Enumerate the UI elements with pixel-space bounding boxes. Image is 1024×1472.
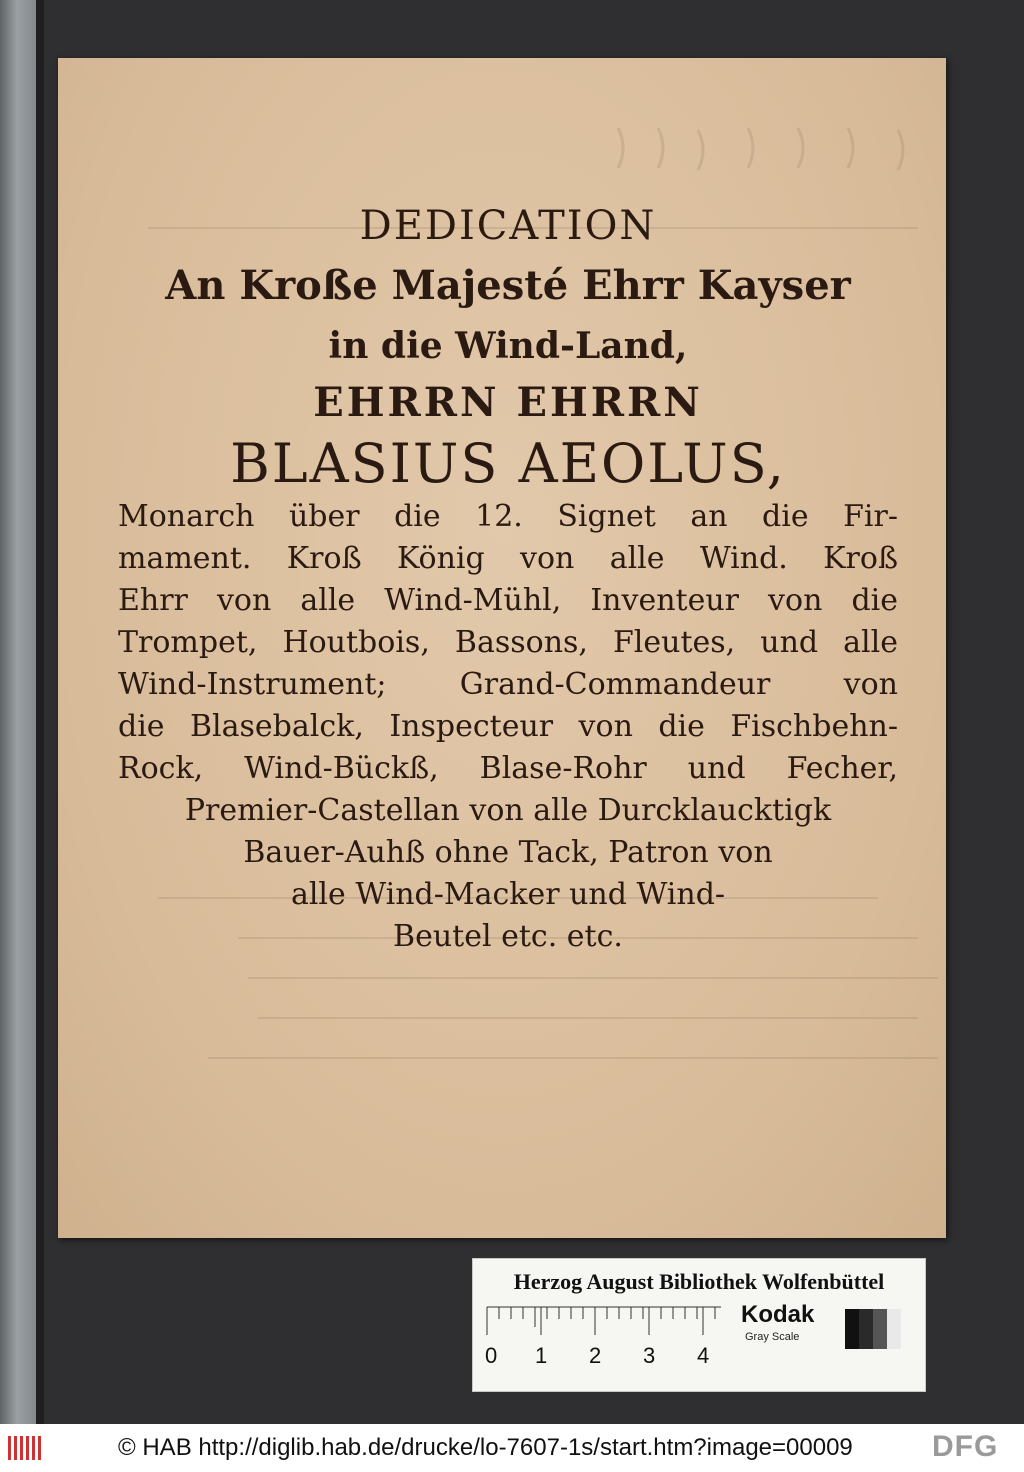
heading-line-3: in die Wind-Land, — [328, 325, 688, 367]
ruler-number: 2 — [589, 1343, 602, 1368]
footer-bar — [0, 1424, 1024, 1472]
body-line: Ehrr von alle Wind-Mühl, Inventeur von die — [118, 583, 898, 618]
measurement-ruler — [485, 1305, 735, 1375]
heading-name: BLASIUS AEOLUS, — [230, 432, 786, 495]
kodak-brand: Kodak — [741, 1301, 815, 1328]
heading-line-2: An Kroße Majesté Ehrr Kayser — [165, 262, 851, 309]
heading-dedication: DEDICATION — [359, 203, 657, 249]
hab-logo-icon — [8, 1432, 48, 1464]
body-line: Wind-Instrument; Grand-Commandeur von — [118, 667, 898, 702]
ruler-number: 4 — [697, 1343, 710, 1368]
body-line: Rock, Wind-Bückß, Blase-Rohr und Fecher, — [118, 751, 898, 786]
ruler-number: 3 — [643, 1343, 656, 1368]
dedication-text — [118, 198, 898, 958]
ruler-number: 1 — [535, 1343, 548, 1368]
body-line: die Blasebalck, Inspecteur von die Fischbehn- — [118, 709, 898, 744]
heading-line-4: EHRRN EHRRN — [313, 379, 703, 426]
body-line: Trompet, Houtbois, Bassons, Fleutes, und alle — [118, 625, 898, 660]
library-label — [472, 1258, 926, 1392]
document-page — [58, 58, 946, 1238]
gray-scale-label: Gray Scale — [745, 1331, 800, 1343]
dfg-logo: DFG — [932, 1430, 999, 1463]
citation-link[interactable]: © HAB http://diglib.hab.de/drucke/lo-7607-1s/start.htm?image=00009 — [118, 1434, 853, 1461]
ruler-number: 0 — [485, 1343, 498, 1368]
library-name: Herzog August Bibliothek Wolfenbüttel — [513, 1269, 885, 1294]
gray-scale-swatches — [845, 1309, 905, 1349]
body-line: mament. Kroß König von alle Wind. Kroß — [118, 541, 898, 576]
body-line: Beutel etc. etc. — [393, 919, 623, 954]
body-line: Bauer-Auhß ohne Tack, Patron von — [243, 835, 773, 870]
body-line: alle Wind-Macker und Wind- — [290, 877, 726, 912]
book-spine-strip — [36, 0, 44, 1424]
body-line: Monarch über die 12. Signet an die Fir- — [118, 499, 898, 534]
dedication-body — [118, 496, 898, 958]
body-line: Premier-Castellan von alle Durcklaucktigk — [184, 793, 832, 828]
